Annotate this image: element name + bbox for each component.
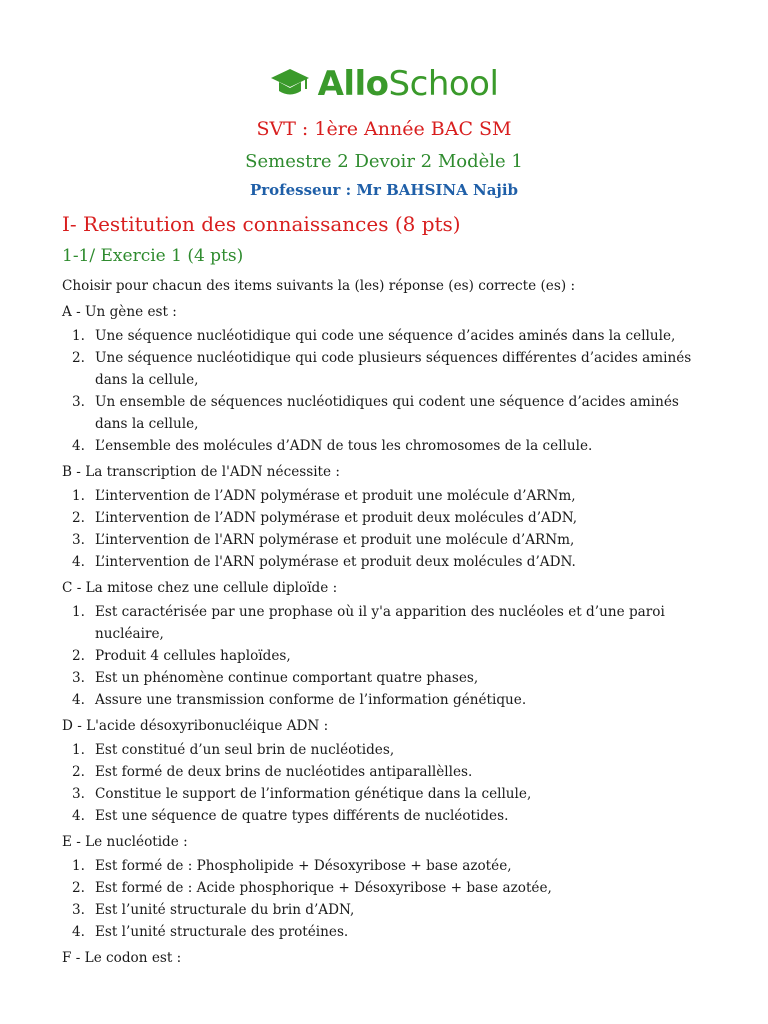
option-number: 4.	[72, 554, 85, 570]
answer-option	[62, 551, 712, 573]
option-text: L’intervention de l’ADN polymérase et produit une molécule d’ARNm,	[95, 488, 576, 504]
option-number: 4.	[72, 692, 85, 708]
answer-option	[62, 855, 712, 877]
option-text: Est formé de deux brins de nucléotides antiparallèlles.	[95, 764, 473, 780]
option-number: 1.	[72, 858, 85, 874]
answer-option	[62, 667, 712, 689]
question-label: C - La mitose chez une cellule diploïde :	[62, 580, 338, 596]
answer-option	[62, 347, 712, 391]
answer-option	[62, 645, 712, 667]
answer-option	[62, 485, 712, 507]
answer-option	[62, 899, 712, 921]
option-text: Assure une transmission conforme de l’information génétique.	[95, 692, 527, 708]
answer-option	[62, 391, 712, 435]
question-block	[62, 715, 712, 827]
answer-option	[62, 783, 712, 805]
exercise-heading: 1-1/ Exercie 1 (4 pts)	[62, 246, 244, 266]
question-block	[62, 461, 712, 573]
answer-option	[62, 601, 712, 645]
option-text: Un ensemble de séquences nucléotidiques qui codent une séquence d’acides aminés dans la cellule,	[95, 394, 679, 432]
option-text: Est une séquence de quatre types différents de nucléotides.	[95, 808, 509, 824]
answer-options	[62, 739, 712, 827]
answer-option	[62, 877, 712, 899]
option-text: Est caractérisée par une prophase où il y'a apparition des nucléoles et d’une paroi nucléaire,	[95, 604, 665, 642]
option-number: 2.	[72, 350, 85, 366]
option-text: Est formé de : Acide phosphorique + Désoxyribose + base azotée,	[95, 880, 552, 896]
option-number: 1.	[72, 488, 85, 504]
question-label: D - L'acide désoxyribonucléique ADN :	[62, 718, 329, 734]
option-number: 1.	[72, 742, 85, 758]
answer-option	[62, 739, 712, 761]
question-block	[62, 301, 712, 457]
option-number: 2.	[72, 510, 85, 526]
graduation-cap-icon	[270, 67, 310, 101]
answer-options	[62, 325, 712, 457]
document-title: SVT : 1ère Année BAC SM	[256, 118, 512, 140]
option-text: Est l’unité structurale des protéines.	[95, 924, 349, 940]
option-number: 2.	[72, 648, 85, 664]
question-list	[62, 301, 712, 969]
answer-option	[62, 805, 712, 827]
logo-text-school: School	[388, 64, 499, 104]
option-text: Constitue le support de l’information génétique dans la cellule,	[95, 786, 532, 802]
option-number: 4.	[72, 808, 85, 824]
question-label: B - La transcription de l'ADN nécessite :	[62, 464, 340, 480]
professor-name: Professeur : Mr BAHSINA Najib	[249, 181, 519, 199]
answer-option	[62, 529, 712, 551]
answer-option	[62, 761, 712, 783]
exercise-content	[62, 275, 712, 969]
option-text: L’intervention de l'ARN polymérase et produit une molécule d’ARNm,	[95, 532, 575, 548]
option-number: 3.	[72, 532, 85, 548]
option-number: 1.	[72, 328, 85, 344]
document-subtitle: Semestre 2 Devoir 2 Modèle 1	[245, 151, 523, 172]
answer-option	[62, 689, 712, 711]
answer-option	[62, 507, 712, 529]
option-number: 1.	[72, 604, 85, 620]
option-number: 3.	[72, 394, 85, 410]
option-number: 4.	[72, 924, 85, 940]
answer-options	[62, 485, 712, 573]
section-heading: I- Restitution des connaissances (8 pts)	[62, 212, 461, 236]
option-number: 3.	[72, 786, 85, 802]
option-text: Est constitué d’un seul brin de nucléotides,	[95, 742, 395, 758]
option-text: Est l’unité structurale du brin d’ADN,	[95, 902, 355, 918]
logo-text-allo: Allo	[317, 64, 389, 104]
option-number: 4.	[72, 438, 85, 454]
option-text: Une séquence nucléotidique qui code plusieurs séquences différentes d’acides aminés dans la cellule,	[95, 350, 692, 388]
question-label: A - Un gène est :	[62, 304, 177, 320]
option-text: L’intervention de l’ADN polymérase et produit deux molécules d’ADN,	[95, 510, 578, 526]
question-label: F - Le codon est :	[62, 950, 182, 966]
option-text: Produit 4 cellules haploïdes,	[95, 648, 291, 664]
option-number: 3.	[72, 670, 85, 686]
answer-option	[62, 921, 712, 943]
answer-option	[62, 435, 712, 457]
answer-options	[62, 855, 712, 943]
question-label: E - Le nucléotide :	[62, 834, 188, 850]
option-text: Une séquence nucléotidique qui code une séquence d’acides aminés dans la cellule,	[95, 328, 676, 344]
question-block	[62, 947, 712, 969]
option-text: L’ensemble des molécules d’ADN de tous les chromosomes de la cellule.	[95, 438, 593, 454]
option-text: L’intervention de l'ARN polymérase et produit deux molécules d’ADN.	[95, 554, 576, 570]
option-text: Est un phénomène continue comportant quatre phases,	[95, 670, 479, 686]
option-number: 2.	[72, 880, 85, 896]
question-block	[62, 831, 712, 943]
alloschool-logo[interactable]	[0, 64, 768, 112]
option-number: 2.	[72, 764, 85, 780]
answer-option	[62, 325, 712, 347]
question-block	[62, 577, 712, 711]
option-number: 3.	[72, 902, 85, 918]
exercise-instruction: Choisir pour chacun des items suivants la (les) réponse (es) correcte (es) :	[62, 278, 576, 294]
option-text: Est formé de : Phospholipide + Désoxyribose + base azotée,	[95, 858, 512, 874]
answer-options	[62, 601, 712, 711]
